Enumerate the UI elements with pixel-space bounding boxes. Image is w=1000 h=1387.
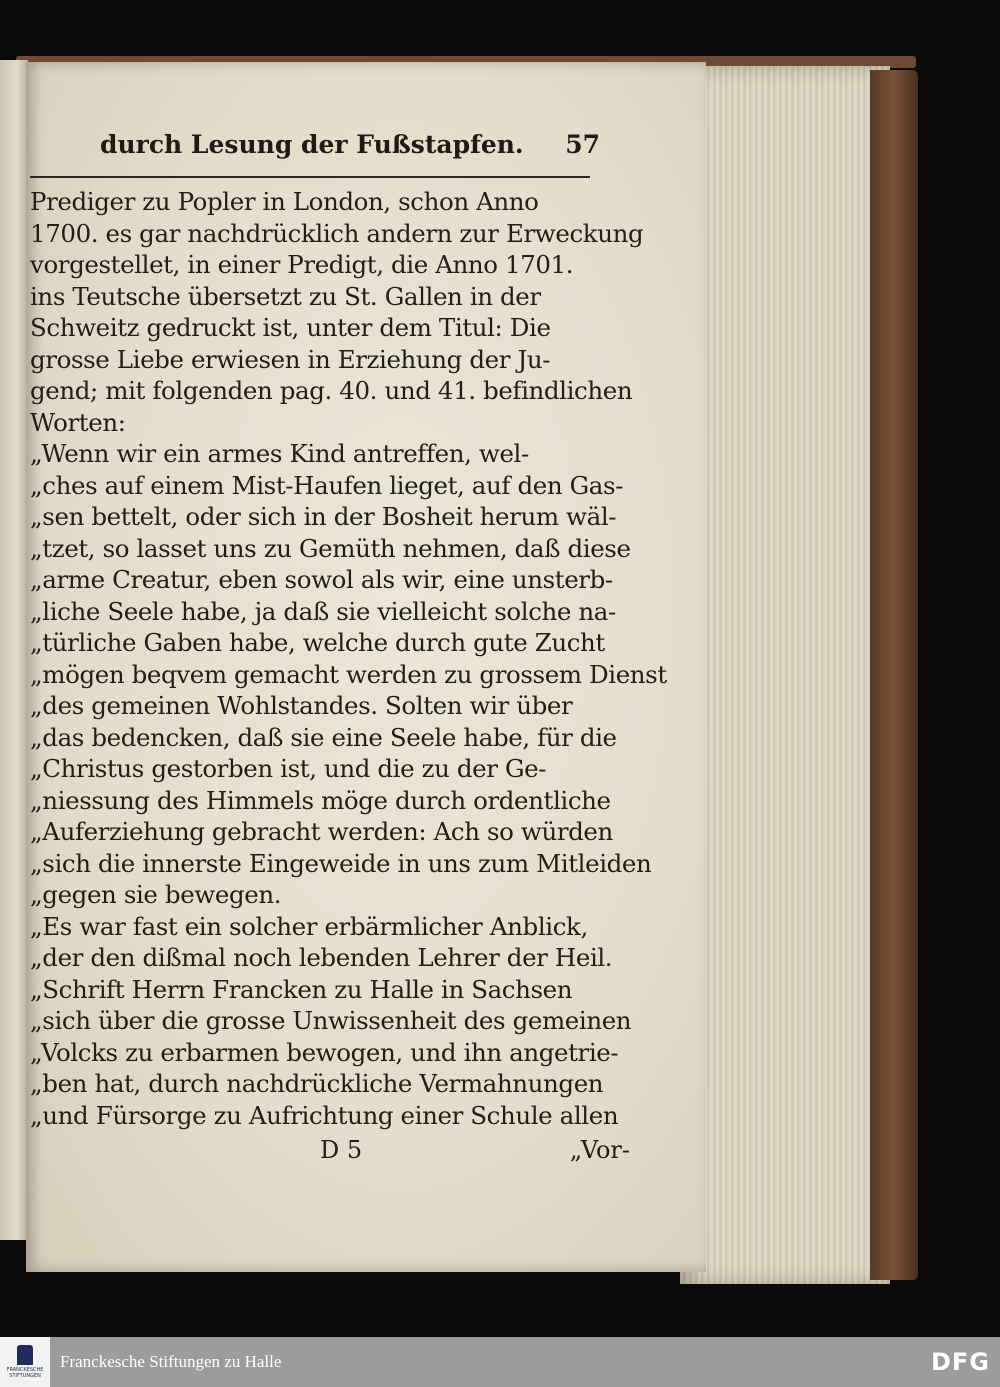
logo-text: FRANCKESCHE STIFTUNGEN	[6, 1367, 44, 1379]
page-number: 57	[565, 130, 600, 159]
building-icon	[17, 1345, 33, 1365]
text-line: „türliche Gaben habe, welche durch gute Zucht	[30, 628, 605, 657]
text-line: „tzet, so lasset uns zu Gemüth nehmen, daß diese	[30, 533, 631, 563]
text-line: Worten:	[30, 407, 126, 437]
text-line: „Volcks zu erbarmen bewogen, und ihn angetrie-	[30, 1037, 619, 1067]
text-line: „mögen beqvem gemacht werden zu grossem Dienst	[30, 659, 667, 689]
catchword: „Vor-	[569, 1136, 630, 1164]
text-line: „Schrift Herrn Francken zu Halle in Sachsen	[30, 974, 573, 1004]
page-fore-edge	[680, 66, 890, 1284]
text-line: „arme Creatur, eben sowol als wir, eine unsterb-	[30, 565, 613, 594]
text-line: „Wenn wir ein armes Kind antreffen, wel-	[30, 439, 529, 468]
text-line: 1700. es gar nachdrücklich andern zur Erweckung	[30, 218, 644, 248]
text-line: „des gemeinen Wohlstandes. Solten wir über	[30, 691, 573, 720]
text-line: gend; mit folgenden pag. 40. und 41. befindlichen	[30, 376, 633, 405]
text-line: „das bedencken, daß sie eine Seele habe, für die	[30, 722, 617, 752]
viewer-footer	[0, 1337, 1000, 1387]
running-head-title: durch Lesung der Fußstapfen.	[100, 130, 524, 159]
book-cover-right	[870, 70, 918, 1280]
running-head	[100, 130, 600, 170]
text-line: „Christus gestorben ist, und die zu der Ge-	[30, 754, 547, 783]
page-text	[30, 186, 667, 1131]
text-line: „liche Seele habe, ja daß sie vielleicht solche na-	[30, 596, 616, 626]
institution-name: Franckesche Stiftungen zu Halle	[60, 1352, 282, 1371]
text-line: Schweitz gedruckt ist, unter dem Titul: Die	[30, 313, 551, 342]
text-line: „sich die innerste Eingeweide in uns zum Mitleiden	[30, 848, 652, 878]
text-line: „sich über die grosse Unwissenheit des gemeinen	[30, 1006, 632, 1035]
head-rule	[30, 176, 590, 178]
signature-mark: D 5	[320, 1136, 363, 1164]
text-line: „sen bettelt, oder sich in der Bosheit herum wäl-	[30, 502, 617, 531]
page-footer-marks	[320, 1136, 630, 1168]
text-line: „ben hat, durch nachdrückliche Vermahnungen	[30, 1069, 604, 1098]
dfg-logo: DFG	[930, 1348, 990, 1376]
text-line: „ches auf einem Mist-Haufen lieget, auf den Gas-	[30, 470, 624, 500]
text-line: „Es war fast ein solcher erbärmlicher Anblick,	[30, 911, 588, 941]
text-line: „der den dißmal noch lebenden Lehrer der Heil.	[30, 943, 613, 972]
left-page-edge	[0, 60, 28, 1240]
text-line: ins Teutsche übersetzt zu St. Gallen in der	[30, 281, 541, 311]
text-line: „niessung des Himmels möge durch ordentliche	[30, 785, 611, 815]
text-line: „gegen sie bewegen.	[30, 880, 282, 909]
text-line: grosse Liebe erwiesen in Erziehung der Ju-	[30, 344, 551, 374]
franckesche-logo	[0, 1337, 50, 1387]
text-line: „Auferziehung gebracht werden: Ach so würden	[30, 817, 613, 846]
text-line: vorgestellet, in einer Predigt, die Anno 1701.	[30, 250, 574, 279]
text-line: Prediger zu Popler in London, schon Anno	[30, 187, 539, 216]
text-line: „und Fürsorge zu Aufrichtung einer Schule allen	[30, 1100, 619, 1130]
